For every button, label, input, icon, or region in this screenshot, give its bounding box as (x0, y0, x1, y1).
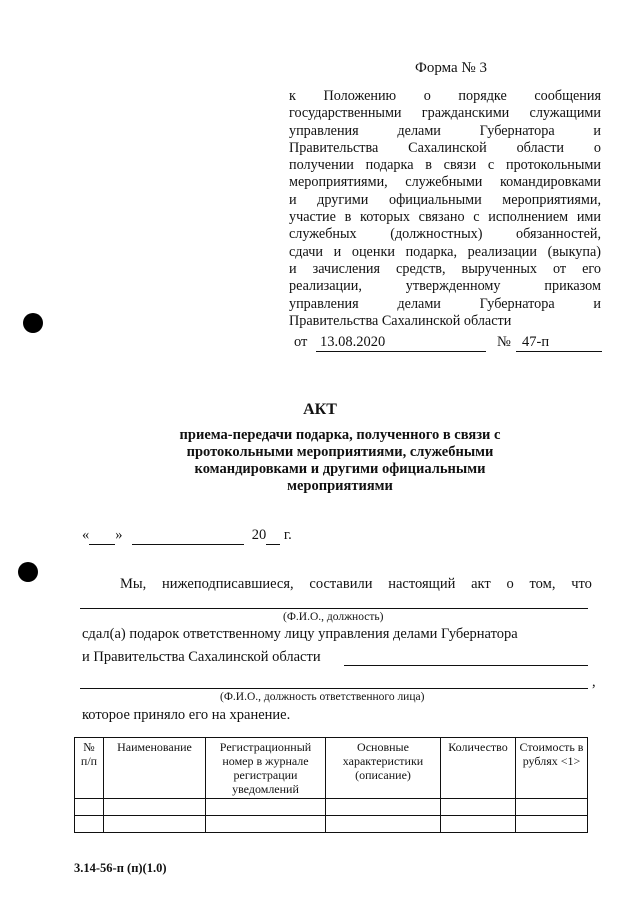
year-suffix: г. (283, 527, 292, 543)
appendix-line: мероприятиями, служебными командировками (289, 174, 601, 191)
open-quote: « (82, 527, 90, 543)
col-header-number: № п/п (75, 738, 104, 799)
punch-hole (23, 313, 43, 333)
table-header-row (75, 738, 588, 799)
order-from-label: от (294, 334, 308, 350)
handed-line-1: сдал(а) подарок ответственному лицу управления делами Губернатора (82, 626, 518, 642)
appendix-line: сдачи и оценки подарка, реализации (выкупа) (289, 243, 601, 260)
appendix-line: управления делами Губернатора и (289, 122, 601, 139)
col-header-cost: Стоимость в рублях <1> (516, 738, 588, 799)
appendix-line: и другими официальными мероприятиями, (289, 191, 601, 208)
year-blank (266, 527, 280, 545)
form-number: Форма № 3 (415, 60, 487, 76)
document-title: АКТ (303, 401, 337, 418)
statement-word: нижеподписавшиеся, (162, 576, 294, 592)
appendix-reference-block (289, 88, 601, 330)
punch-hole (18, 562, 38, 582)
appendix-line: и зачисления средств, вырученных от его (289, 260, 601, 277)
appendix-line: управления делами Губернатора и (289, 295, 601, 312)
col-header-quantity: Количество (441, 738, 516, 799)
table-row (75, 816, 588, 833)
statement-word: о (506, 576, 514, 592)
col-header-registration: Регистрационный номер в журнале регистрации уведомлений (206, 738, 326, 799)
order-number: 47-п (516, 334, 602, 352)
statement-word: что (571, 576, 592, 592)
statement-word: Мы, (120, 576, 147, 592)
statement-word: акт (471, 576, 491, 592)
document-subtitle: приема-передачи подарка, полученного в связи с протокольными мероприятиями, служебными командировками и другими официальными мероприятиями (179, 427, 501, 494)
statement-word: том, (529, 576, 556, 592)
order-reference (294, 334, 604, 354)
statement-word: составили (309, 576, 373, 592)
table-row (75, 799, 588, 816)
comma: , (592, 674, 596, 690)
col-header-name: Наименование (104, 738, 206, 799)
appendix-line: Правительства Сахалинской области о (289, 139, 601, 156)
col-header-description: Основные характеристики (описание) (326, 738, 441, 799)
order-number-label: № (497, 334, 511, 350)
caption-giver: (Ф.И.О., должность) (283, 611, 384, 623)
fill-line-giver (80, 608, 588, 609)
order-date: 13.08.2020 (316, 334, 486, 352)
handed-line-2: и Правительства Сахалинской области (82, 649, 321, 665)
fill-line-receiver-part2 (80, 688, 588, 689)
year-prefix: 20 (251, 527, 267, 543)
act-date-line (82, 527, 292, 545)
month-blank (132, 527, 244, 545)
appendix-line: к Положению о порядке сообщения (289, 88, 601, 104)
appendix-line: получении подарка в связи с протокольными (289, 157, 601, 174)
footer-code: 3.14-56-п (п)(1.0) (74, 861, 167, 875)
statement-intro (82, 576, 592, 593)
statement-word: настоящий (388, 576, 456, 592)
appendix-line: участие в которых связано с исполнением ими (289, 209, 601, 226)
close-quote: » (115, 527, 123, 543)
appendix-line: реализации, утвержденному приказом (289, 278, 601, 295)
appendix-line: государственными гражданскими служащими (289, 105, 601, 122)
fill-line-receiver-part1 (344, 665, 588, 666)
gift-table (74, 737, 588, 833)
appendix-line: служебных (должностных) обязанностей, (289, 226, 601, 243)
accepted-text: которое приняло его на хранение. (82, 707, 291, 723)
appendix-line: Правительства Сахалинской области (289, 312, 512, 329)
day-blank (89, 527, 115, 545)
caption-receiver: (Ф.И.О., должность ответственного лица) (220, 691, 425, 703)
